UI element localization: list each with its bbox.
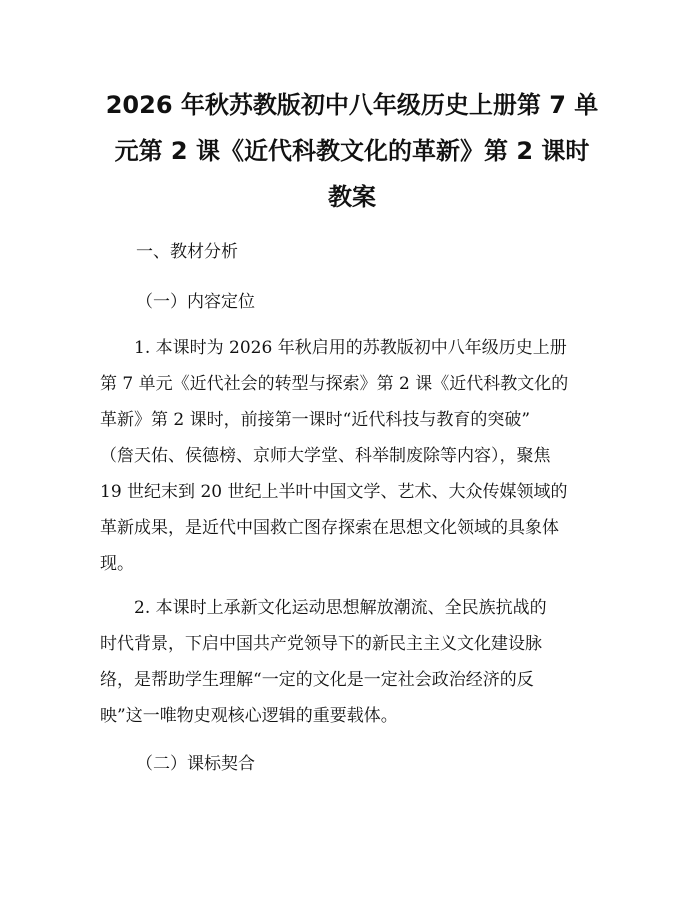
title-line: 元第 2 课《近代科教文化的革新》第 2 课时 bbox=[114, 137, 590, 165]
title-line: 2026 年秋苏教版初中八年级历史上册第 7 单 bbox=[105, 91, 599, 119]
paragraph-line: 1. 本课时为 2026 年秋启用的苏教版初中八年级历史上册 bbox=[100, 338, 567, 358]
paragraph-line: 络，是帮助学生理解“一定的文化是一定社会政治经济的反 bbox=[100, 670, 534, 690]
paragraph-1 bbox=[100, 330, 600, 582]
section-heading-textbook-analysis: 一、教材分析 bbox=[136, 242, 238, 262]
paragraph-line: 革新》第 2 课时，前接第一课时“近代科技与教育的突破” bbox=[100, 410, 531, 430]
paragraph-line: 革新成果，是近代中国救亡图存探索在思想文化领域的具象体 bbox=[100, 518, 559, 538]
subsection-heading-content-positioning: （一）内容定位 bbox=[136, 292, 255, 312]
title-line: 教案 bbox=[328, 183, 376, 211]
document-title bbox=[92, 82, 612, 220]
paragraph-line: 19 世纪末到 20 世纪上半叶中国文学、艺术、大众传媒领域的 bbox=[100, 482, 568, 502]
paragraph-line: 2. 本课时上承新文化运动思想解放潮流、全民族抗战的 bbox=[100, 598, 547, 618]
paragraph-line: （詹天佑、侯德榜、京师大学堂、科举制废除等内容），聚焦 bbox=[100, 446, 551, 466]
paragraph-line: 现。 bbox=[100, 554, 134, 574]
paragraph-2 bbox=[100, 590, 600, 734]
paragraph-line: 映”这一唯物史观核心逻辑的重要载体。 bbox=[100, 706, 398, 726]
paragraph-line: 时代背景，下启中国共产党领导下的新民主主义文化建设脉 bbox=[100, 634, 542, 654]
subsection-heading-curriculum-alignment: （二）课标契合 bbox=[136, 754, 255, 774]
paragraph-line: 第 7 单元《近代社会的转型与探索》第 2 课《近代科教文化的 bbox=[100, 374, 569, 394]
